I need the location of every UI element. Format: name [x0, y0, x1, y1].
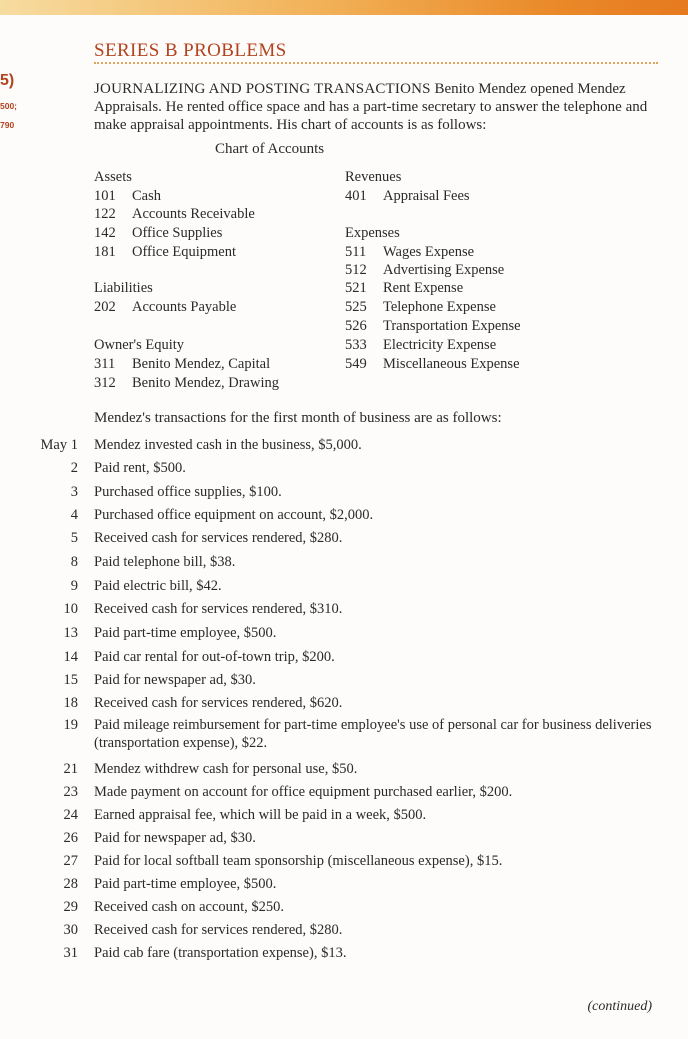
account-item: 533 Electricity Expense: [345, 337, 497, 353]
account-item: 525 Telephone Expense: [345, 299, 496, 315]
assets-heading: Assets: [94, 169, 132, 185]
revenues-heading: Revenues: [345, 169, 402, 185]
transactions-intro: Mendez's transactions for the first month of business are as follows:: [94, 410, 502, 426]
account-item: 142 Office Supplies: [94, 225, 223, 241]
problem-description: Benito Mendez opened Mendez Appraisals. He rented office space and has a part-time secretary to answer the telephone and make appraisal appointments. His chart of accounts is as follows:: [94, 81, 648, 133]
account-item: 181 Office Equipment: [94, 244, 237, 260]
owners-equity-heading: Owner's Equity: [94, 337, 185, 353]
account-item: 101 Cash: [94, 188, 161, 204]
problem-number: 5): [0, 72, 15, 89]
continued-note: (continued): [587, 999, 652, 1014]
expenses-heading: Expenses: [345, 225, 400, 241]
margin-answer: 790: [0, 120, 15, 130]
section-title: SERIES B PROBLEMS: [94, 40, 287, 61]
account-item: 312 Benito Mendez, Drawing: [94, 375, 279, 391]
top-accent-bar: [0, 0, 688, 15]
title-divider: [94, 62, 658, 64]
chart-of-accounts-title: Chart of Accounts: [215, 141, 325, 157]
account-item: 526 Transportation Expense: [345, 318, 521, 334]
account-item: 311 Benito Mendez, Capital: [94, 356, 271, 372]
margin-answer: 500;: [0, 101, 18, 111]
account-item: 401 Appraisal Fees: [345, 188, 470, 204]
account-item: 549 Miscellaneous Expense: [345, 356, 520, 372]
liabilities-heading: Liabilities: [94, 280, 153, 296]
account-item: 122 Accounts Receivable: [94, 206, 255, 222]
account-item: 512 Advertising Expense: [345, 262, 505, 278]
problem-intro: [94, 80, 664, 134]
account-item: 521 Rent Expense: [345, 280, 464, 296]
problem-lead: JOURNALIZING AND POSTING TRANSACTIONS: [94, 81, 431, 97]
account-item: 511 Wages Expense: [345, 244, 475, 260]
account-item: 202 Accounts Payable: [94, 299, 237, 315]
